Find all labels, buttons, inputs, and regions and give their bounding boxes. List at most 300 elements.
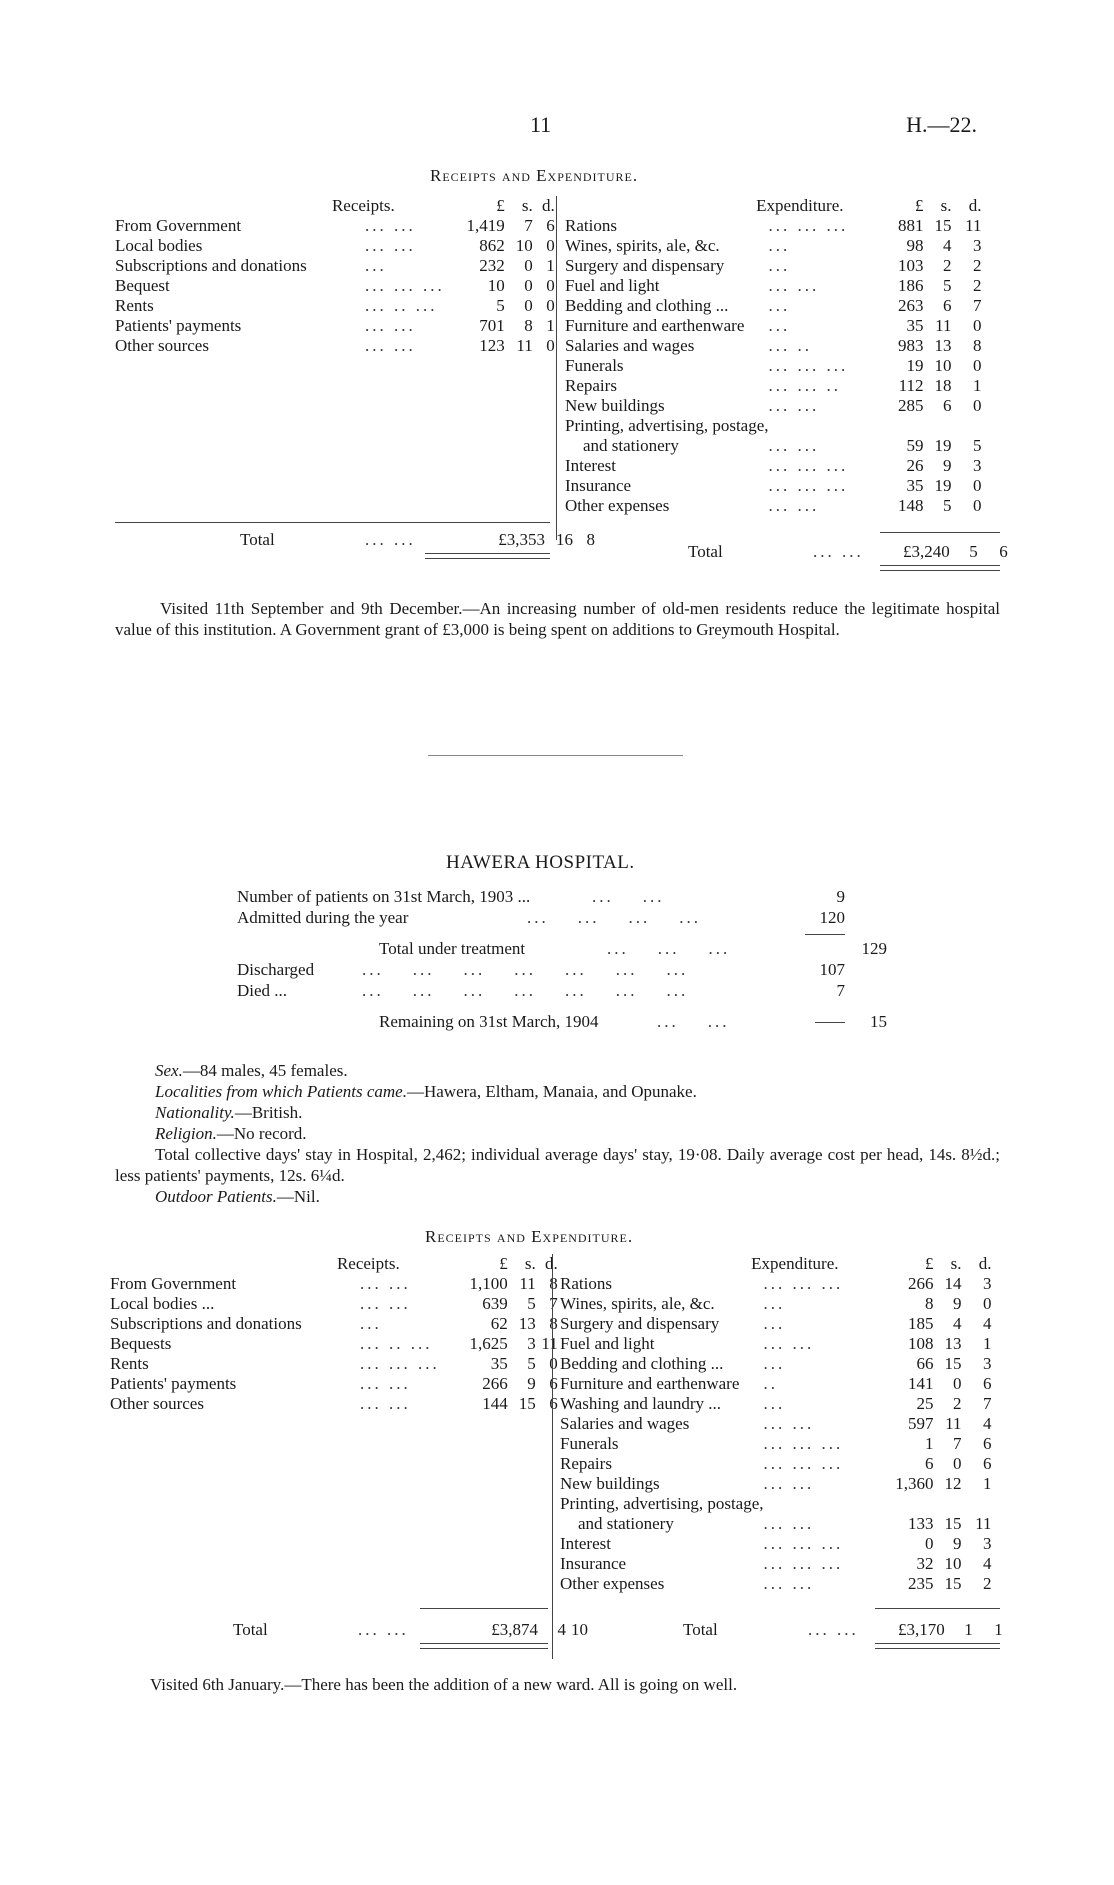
ledger-leader-dots: ... ... (360, 1294, 411, 1313)
ledger-row (560, 1294, 992, 1314)
expenditure-total-shillings: 1 (964, 1620, 973, 1639)
ledger-leader-dots: ... ... (360, 1374, 411, 1393)
ledger-pounds: 108 (908, 1334, 934, 1353)
hawera-stay-note: Total collective days' stay in Hospital, 2,462; individual average days' stay, 19·08. Daily average cost per head, 14s. 8½d.; less patients' payments, 12s. 6¼d. (115, 1145, 1000, 1185)
hawera-expenditure-total-rule (875, 1608, 1000, 1609)
ledger-shillings: 11 (519, 1274, 536, 1293)
ledger-shillings: 7 (953, 1434, 962, 1453)
ledger-pounds: 148 (898, 496, 924, 515)
ledger-shillings: 11 (516, 336, 533, 355)
ledger-pounds: 0 (925, 1534, 934, 1553)
ledger-shillings: 19 (934, 476, 952, 495)
greymouth-section-heading: Receipts and Expenditure. (430, 166, 639, 185)
ledger-pence: 3 (973, 456, 982, 475)
ledger-leader-dots: ... (768, 296, 791, 315)
ledger-item-label: Other sources (110, 1394, 204, 1413)
ledger-leader-dots: ... ... ... (763, 1534, 844, 1553)
ledger-pence (952, 416, 982, 436)
pence-header: d. (542, 196, 555, 215)
ledger-leader-dots: .. (763, 1374, 779, 1393)
ledger-row (560, 1414, 992, 1434)
total-dots: ... ... (808, 1620, 859, 1639)
ledger-item-label: Rents (110, 1354, 149, 1373)
ledger-pence: 0 (546, 276, 555, 295)
ledger-row (110, 1394, 558, 1414)
ledger-leader-dots: ... ... ... (768, 216, 849, 235)
ledger-leader-dots: ... ... ... (360, 1354, 440, 1373)
detail-key: Sex. (155, 1061, 183, 1080)
ledger-item-label: Local bodies ... (110, 1294, 215, 1313)
ledger-leader-dots: ... ... (763, 1514, 815, 1533)
ledger-item-label: Bequests (110, 1334, 172, 1353)
ledger-item-label: Washing and laundry ... (560, 1394, 722, 1413)
ledger-pounds: 141 (908, 1374, 934, 1393)
ledger-pence: 0 (983, 1294, 992, 1313)
ledger-shillings: 10 (934, 356, 952, 375)
ledger-pounds: 6 (925, 1454, 934, 1473)
ledger-leader-dots: ... ... (768, 436, 820, 455)
ledger-shillings: 0 (953, 1374, 962, 1393)
ledger-row (560, 1334, 992, 1354)
hawera-expenditure-double-rule (875, 1643, 1000, 1649)
ledger-shillings: 6 (943, 296, 952, 315)
ledger-pounds: 266 (482, 1374, 508, 1393)
ledger-row (565, 456, 982, 476)
ledger-row (565, 216, 982, 236)
ledger-row (115, 316, 555, 336)
detail-key: Religion. (155, 1124, 217, 1143)
greymouth-expenditure-total-row (565, 542, 1008, 562)
expenditure-label: Expenditure. (751, 1254, 839, 1273)
ledger-item-label: Surgery and dispensary (565, 256, 725, 275)
ledger-shillings: 9 (953, 1294, 962, 1313)
ledger-leader-dots: ... ... ... (763, 1434, 844, 1453)
stat-dots: ... ... (592, 887, 665, 906)
pence-header: d. (968, 196, 982, 215)
ledger-pence: 6 (983, 1374, 992, 1393)
ledger-item-label: Funerals (565, 356, 624, 375)
pence-header: d. (545, 1254, 558, 1273)
detail-religion (115, 1123, 1000, 1144)
ledger-shillings: 10 (515, 236, 533, 255)
expenditure-total-pence: 1 (994, 1620, 1003, 1639)
ledger-pounds: 32 (916, 1554, 934, 1573)
ledger-leader-dots: ... ... (365, 336, 416, 355)
ledger-pounds: 112 (898, 376, 924, 395)
pounds-header: £ (915, 196, 924, 215)
ledger-item-label: Interest (565, 456, 616, 475)
stat-label: Discharged (237, 960, 315, 979)
detail-key: Nationality. (155, 1103, 235, 1122)
ledger-pounds: 26 (906, 456, 924, 475)
ledger-item-label: Salaries and wages (560, 1414, 690, 1433)
ledger-item-label: From Government (110, 1274, 237, 1293)
hawera-title: HAWERA HOSPITAL. (446, 852, 635, 873)
ledger-row (110, 1354, 558, 1374)
stat-value: 129 (861, 939, 887, 958)
stat-dots: ... ... ... (607, 939, 731, 958)
ledger-shillings: 11 (935, 316, 952, 335)
hawera-patient-stats (237, 886, 897, 1032)
ledger-pounds: 1 (925, 1434, 934, 1453)
ledger-item-label: Insurance (560, 1554, 627, 1573)
greymouth-expenditure-total-rule (880, 532, 1000, 533)
ledger-item-label: New buildings (565, 396, 665, 415)
greymouth-expenditure-table (565, 196, 982, 516)
ledger-shillings (934, 1494, 962, 1514)
ledger-pounds: 133 (908, 1514, 934, 1533)
hawera-column-divider (552, 1254, 553, 1659)
ledger-item-label: and stationery (578, 1514, 674, 1533)
ledger-shillings: 4 (953, 1314, 962, 1333)
detail-text: —No record. (216, 1124, 307, 1143)
ledger-row (560, 1474, 992, 1494)
ledger-row (565, 296, 982, 316)
ledger-row (565, 416, 982, 436)
ledger-item-label: Repairs (560, 1454, 612, 1473)
ledger-row (560, 1494, 992, 1514)
stat-dots: ... ... ... ... (527, 908, 701, 927)
stat-row-admitted (237, 907, 897, 928)
receipts-total-pence: 10 (571, 1620, 588, 1639)
ledger-shillings: 11 (945, 1414, 962, 1433)
ledger-leader-dots: ... ... .. (768, 376, 842, 395)
ledger-row (565, 436, 982, 456)
ledger-pounds: 263 (898, 296, 924, 315)
stat-value: 120 (819, 908, 845, 927)
ledger-item-label: Printing, advertising, postage, (565, 416, 769, 435)
ledger-pence: 11 (541, 1334, 558, 1353)
ledger-pounds: 5 (496, 296, 505, 315)
ledger-leader-dots: ... ... ... (763, 1454, 844, 1473)
ledger-leader-dots: ... (763, 1314, 786, 1333)
ledger-item-label: Fuel and light (565, 276, 660, 295)
detail-key: Localities from which Patients came. (155, 1082, 407, 1101)
ledger-row (565, 236, 982, 256)
ledger-shillings: 19 (934, 436, 952, 455)
ledger-row (560, 1454, 992, 1474)
ledger-shillings: 15 (518, 1394, 536, 1413)
ledger-pence: 3 (983, 1274, 992, 1293)
ledger-shillings: 0 (524, 276, 533, 295)
ledger-leader-dots: ... (763, 1394, 786, 1413)
greymouth-expenditure-double-rule (880, 565, 1000, 571)
ledger-pence: 3 (983, 1354, 992, 1373)
ledger-shillings: 9 (943, 456, 952, 475)
stat-value: 107 (819, 960, 845, 979)
ledger-shillings: 6 (943, 396, 952, 415)
receipts-total-shillings: 16 (556, 530, 573, 549)
ledger-pounds: 186 (898, 276, 924, 295)
ledger-item-label: Surgery and dispensary (560, 1314, 720, 1333)
ledger-row (565, 376, 982, 396)
ledger-item-label: Repairs (565, 376, 617, 395)
ledger-row (560, 1354, 992, 1374)
ledger-row (110, 1314, 558, 1334)
hawera-visit-note: Visited 6th January.—There has been the addition of a new ward. All is going on well. (150, 1675, 738, 1694)
pounds-header: £ (499, 1254, 508, 1273)
ledger-leader-dots: ... (763, 1294, 786, 1313)
ledger-shillings: 0 (524, 296, 533, 315)
stat-label: Admitted during the year (237, 908, 409, 927)
ledger-pence: 4 (983, 1414, 992, 1433)
ledger-pence: 2 (983, 1574, 992, 1593)
ledger-pence: 6 (983, 1434, 992, 1453)
pounds-header: £ (496, 196, 505, 215)
ledger-item-label: Printing, advertising, postage, (560, 1494, 764, 1513)
ledger-shillings: 5 (943, 496, 952, 515)
ledger-row (560, 1574, 992, 1594)
page-number: 11 (530, 112, 552, 137)
ledger-pence: 11 (965, 216, 982, 235)
ledger-pounds: 597 (908, 1414, 934, 1433)
ledger-row (565, 476, 982, 496)
ledger-item-label: Subscriptions and donations (110, 1314, 302, 1333)
ledger-pounds: 266 (908, 1274, 934, 1293)
ledger-pence: 6 (549, 1394, 558, 1413)
receipts-total-pence: 8 (586, 530, 595, 549)
total-dots: ... ... (813, 542, 864, 561)
ledger-row (560, 1514, 992, 1534)
ledger-leader-dots: ... ... (763, 1334, 815, 1353)
ledger-pence: 2 (973, 256, 982, 275)
ledger-item-label: Funerals (560, 1434, 619, 1453)
ledger-row (560, 1394, 992, 1414)
ledger-leader-dots (764, 1494, 864, 1514)
pence-header: d. (978, 1254, 992, 1273)
ledger-shillings: 10 (944, 1554, 962, 1573)
ledger-shillings (924, 416, 952, 436)
ledger-pence: 0 (973, 396, 982, 415)
hawera-details (115, 1060, 1000, 1207)
ledger-row (565, 356, 982, 376)
ledger-pence: 6 (983, 1454, 992, 1473)
ledger-pence: 8 (549, 1314, 558, 1333)
ledger-pounds: 66 (916, 1354, 934, 1373)
greymouth-receipts-table (115, 196, 555, 356)
ledger-item-label: Other expenses (560, 1574, 665, 1593)
ledger-pence: 7 (549, 1294, 558, 1313)
total-label: Total (233, 1620, 268, 1639)
ledger-pounds: 19 (906, 356, 924, 375)
expenditure-total-pence: 6 (999, 542, 1008, 561)
ledger-item-label: Bedding and clothing ... (560, 1354, 724, 1373)
greymouth-column-divider (556, 196, 557, 540)
ledger-pounds: 862 (479, 236, 505, 255)
ledger-pounds: 10 (487, 276, 505, 295)
ledger-leader-dots: ... ... (768, 276, 820, 295)
ledger-item-label: Salaries and wages (565, 336, 695, 355)
ledger-row (115, 336, 555, 356)
ledger-item-label: Furniture and earthenware (560, 1374, 740, 1393)
ledger-item-label: Patients' payments (110, 1374, 237, 1393)
ledger-row (565, 256, 982, 276)
ledger-row (560, 1554, 992, 1574)
ledger-row (115, 296, 555, 316)
ledger-item-label: Fuel and light (560, 1334, 655, 1353)
hawera-expenditure-total-row (560, 1620, 1003, 1640)
ledger-leader-dots: ... ... ... (768, 456, 849, 475)
ledger-pence: 0 (973, 496, 982, 515)
ledger-pence: 3 (973, 236, 982, 255)
ledger-leader-dots: ... ... (763, 1474, 815, 1493)
ledger-pounds: 98 (906, 236, 924, 255)
total-dots: ... ... (358, 1620, 409, 1639)
ledger-pounds: 285 (898, 396, 924, 415)
ledger-item-label: Rations (560, 1274, 612, 1293)
ledger-pence: 0 (973, 316, 982, 335)
stat-row-total (237, 938, 897, 959)
detail-sex (115, 1060, 1000, 1081)
ledger-row (110, 1294, 558, 1314)
ledger-pence: 6 (549, 1374, 558, 1393)
ledger-pounds: 144 (482, 1394, 508, 1413)
ledger-pounds: 185 (908, 1314, 934, 1333)
detail-text: —British. (234, 1103, 303, 1122)
ledger-pounds: 8 (925, 1294, 934, 1313)
ledger-pence: 1 (983, 1474, 992, 1493)
ledger-pounds: 1,100 (469, 1274, 508, 1293)
ledger-leader-dots: ... ... ... (768, 476, 849, 495)
ledger-pounds: 701 (479, 316, 505, 335)
ledger-pence: 1 (983, 1334, 992, 1353)
ledger-shillings: 5 (527, 1294, 536, 1313)
expenditure-total-amount: £3,170 (898, 1620, 945, 1639)
ledger-leader-dots: ... ... ... (763, 1554, 844, 1573)
ledger-item-label: Insurance (565, 476, 632, 495)
receipts-label: Receipts. (336, 1254, 400, 1273)
stat-dots: ... ... (657, 1012, 730, 1031)
ledger-pounds: 1,419 (466, 216, 505, 235)
ledger-pence: 0 (546, 336, 555, 355)
ledger-item-label: Furniture and earthenware (565, 316, 745, 335)
ledger-row (110, 1374, 558, 1394)
ledger-leader-dots: ... ... (365, 236, 416, 255)
ledger-item-label: Interest (560, 1534, 611, 1553)
ledger-leader-dots: ... ... (360, 1274, 411, 1293)
document-reference: H.—22. (906, 112, 977, 137)
hawera-receipts-table (110, 1254, 558, 1414)
ledger-leader-dots: ... ... ... (768, 356, 849, 375)
detail-text: —Hawera, Eltham, Manaia, and Opunake. (406, 1082, 697, 1101)
ledger-leader-dots: ... ... ... (763, 1274, 844, 1293)
ledger-leader-dots: ... ... (360, 1394, 411, 1413)
section-divider (428, 755, 683, 756)
ledger-pence: 8 (549, 1274, 558, 1293)
ledger-row (565, 336, 982, 356)
hawera-expenditure-table (560, 1254, 992, 1594)
ledger-shillings: 13 (944, 1334, 962, 1353)
stat-row-died (237, 980, 897, 1001)
ledger-pounds: 881 (898, 216, 924, 235)
ledger-shillings: 18 (934, 376, 952, 395)
hawera-section-heading: Receipts and Expenditure. (425, 1227, 634, 1246)
ledger-row (565, 496, 982, 516)
ledger-pence: 3 (983, 1534, 992, 1553)
ledger-item-label: Rents (115, 296, 154, 315)
ledger-leader-dots: ... (365, 256, 387, 275)
ledger-item-label: Rations (565, 216, 617, 235)
ledger-pounds: 35 (906, 476, 924, 495)
expenditure-total-shillings: 5 (969, 542, 978, 561)
ledger-pence: 7 (973, 296, 982, 315)
ledger-pence: 11 (975, 1514, 992, 1533)
detail-key: Outdoor Patients. (155, 1187, 277, 1206)
ledger-pounds: 235 (908, 1574, 934, 1593)
ledger-item-label: Local bodies (115, 236, 203, 255)
ledger-pounds: 983 (898, 336, 924, 355)
ledger-pounds (864, 1494, 934, 1514)
ledger-leader-dots: ... (360, 1314, 382, 1333)
ledger-pounds: 123 (479, 336, 505, 355)
receipts-total-amount: £3,353 (498, 530, 545, 549)
ledger-pence: 0 (546, 296, 555, 315)
ledger-pence: 0 (546, 236, 555, 255)
ledger-row (110, 1334, 558, 1354)
ledger-shillings: 8 (524, 316, 533, 335)
ledger-pence: 8 (973, 336, 982, 355)
ledger-row (115, 276, 555, 296)
ledger-item-label: From Government (115, 216, 242, 235)
ledger-shillings: 15 (944, 1354, 962, 1373)
greymouth-visit-note: Visited 11th September and 9th December.—An increasing number of old-men residents reduce the legitimate hospital value of this institution. A Government grant of £3,000 is being spent on additions to Greymouth Hospital. (115, 599, 1000, 639)
ledger-pounds: 232 (479, 256, 505, 275)
stat-row-remaining (237, 1011, 897, 1032)
expenditure-label: Expenditure. (756, 196, 844, 215)
ledger-shillings: 13 (518, 1314, 536, 1333)
ledger-leader-dots: ... ... (763, 1414, 815, 1433)
ledger-shillings: 14 (944, 1274, 962, 1293)
ledger-pence: 1 (973, 376, 982, 395)
ledger-pence: 0 (973, 356, 982, 375)
detail-localities (115, 1081, 1000, 1102)
ledger-pence: 5 (973, 436, 982, 455)
ledger-shillings: 0 (953, 1454, 962, 1473)
ledger-shillings: 9 (953, 1534, 962, 1553)
stat-dots: ... ... ... ... ... ... ... (362, 960, 689, 979)
receipts-total-amount: £3,874 (491, 1620, 538, 1639)
ledger-pounds: 639 (482, 1294, 508, 1313)
ledger-pence: 1 (546, 316, 555, 335)
shillings-header: s. (950, 1254, 962, 1273)
ledger-item-label: New buildings (560, 1474, 660, 1493)
shillings-header: s. (940, 196, 952, 215)
ledger-shillings: 2 (943, 256, 952, 275)
ledger-item-label: Other sources (115, 336, 209, 355)
ledger-item-label: Wines, spirits, ale, &c. (565, 236, 720, 255)
total-label: Total (683, 1620, 718, 1639)
receipts-total-shillings: 4 (557, 1620, 566, 1639)
shillings-header: s. (524, 1254, 536, 1273)
ledger-pence: 4 (983, 1554, 992, 1573)
detail-text: —Nil. (276, 1187, 320, 1206)
receipts-label: Receipts. (331, 196, 395, 215)
stat-rule (805, 934, 845, 935)
ledger-row (110, 1274, 558, 1294)
ledger-shillings: 4 (943, 236, 952, 255)
hawera-receipts-total-row (110, 1620, 588, 1640)
ledger-leader-dots: ... .. ... (360, 1334, 433, 1353)
stat-label: Number of patients on 31st March, 1903 ... (237, 887, 531, 906)
stat-label: Died ... (237, 981, 288, 1000)
ledger-row (115, 216, 555, 236)
ledger-pence (962, 1494, 992, 1514)
ledger-pounds: 103 (898, 256, 924, 275)
ledger-pounds: 35 (906, 316, 924, 335)
ledger-pence: 4 (983, 1314, 992, 1333)
greymouth-receipts-double-rule (425, 553, 550, 559)
pounds-header: £ (925, 1254, 934, 1273)
